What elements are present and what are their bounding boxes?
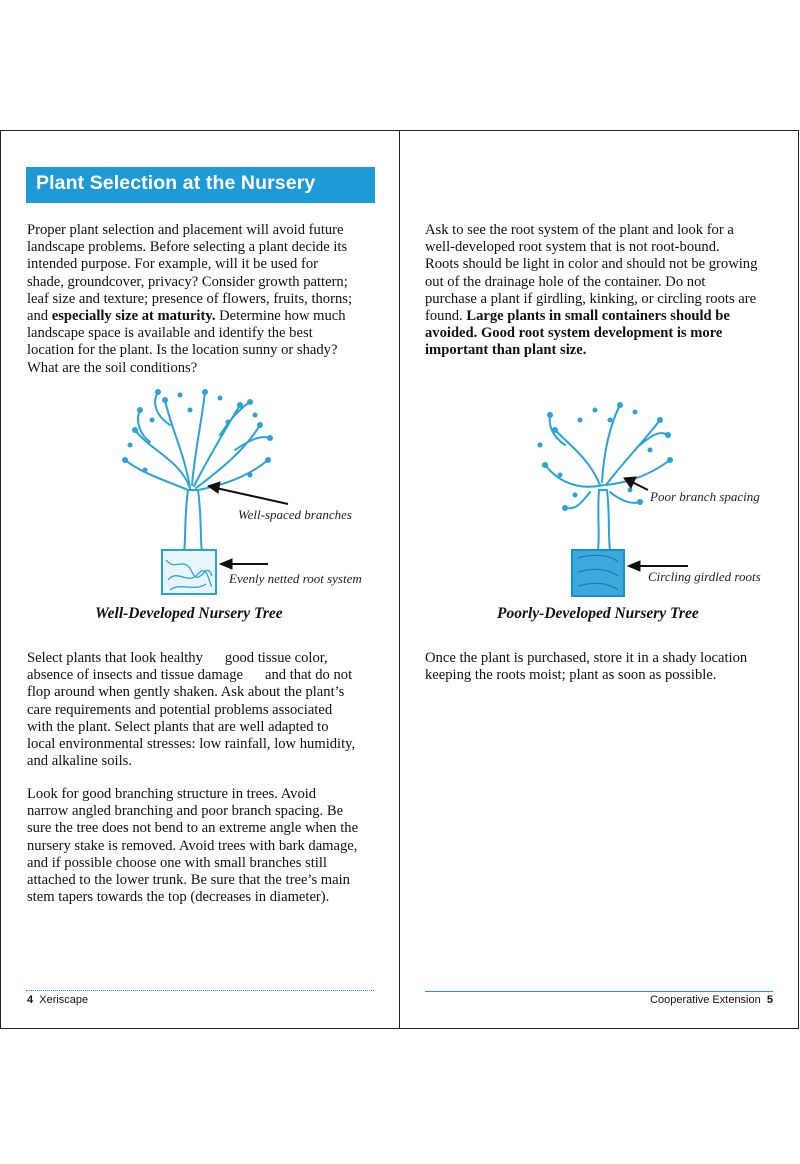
- text-line: narrow angled branching and poor branch spacing. Be: [27, 803, 344, 820]
- text-line: care requirements and potential problems associated: [27, 701, 333, 718]
- text-line: and alkaline soils.: [27, 753, 132, 770]
- text-line: Ask to see the root system of the plant and look for a: [425, 222, 734, 238]
- text-line: nursery stake is removed. Avoid trees with bark damage,: [27, 837, 358, 854]
- page-border-left: [0, 130, 1, 1028]
- storage-paragraph: [425, 650, 747, 684]
- text-line: [27, 667, 355, 684]
- text-line: flop around when gently shaken. Ask about the plant’s: [27, 684, 345, 701]
- text-line: well-developed root system that is not root-bound.: [425, 239, 720, 256]
- text-segment: good tissue color,: [224, 650, 328, 666]
- footer-rule-left: [26, 990, 374, 991]
- bold-text: Large plants in small containers should be: [466, 308, 730, 325]
- text-line: keeping the roots moist; plant as soon as possible.: [425, 667, 717, 684]
- text-line: Look for good branching structure in trees. Avoid: [27, 786, 317, 802]
- text-segment: and that do not: [265, 667, 353, 684]
- text-line: purchase a plant if girdling, kinking, or circling roots are: [425, 290, 757, 307]
- footer-right: [650, 994, 773, 1006]
- page-gutter: [399, 130, 400, 1028]
- text-after-bold: Determine how much: [215, 308, 346, 325]
- label-evenly-netted-roots: Evenly netted root system: [229, 571, 362, 586]
- page-number: 4: [27, 994, 34, 1006]
- text-line: attached to the lower trunk. Be sure that the tree’s main: [27, 872, 350, 889]
- footer-left: [27, 994, 88, 1006]
- text-line: out of the drainage hole of the container. Do not: [425, 273, 706, 290]
- pointer-arrows: [208, 482, 288, 569]
- healthy-plants-paragraph: [27, 650, 355, 770]
- label-poor-branch-spacing: Poor branch spacing: [650, 489, 760, 504]
- text-line: local environmental stresses: low rainfall, low humidity,: [27, 736, 356, 753]
- section-title: Plant Selection at the Nursery: [36, 172, 316, 194]
- text-line: [27, 650, 355, 667]
- label-well-spaced-branches: Well-spaced branches: [238, 507, 352, 522]
- text-line: Roots should be light in color and should not be growing: [425, 256, 758, 273]
- tree-trunk: [184, 490, 202, 552]
- root-system-paragraph: [425, 222, 757, 360]
- footer-rule-right: [425, 991, 773, 992]
- text-and: and: [27, 308, 49, 325]
- text-line: leaf size and texture; presence of flowers, fruits, thorns;: [27, 290, 352, 307]
- page-border-right: [798, 130, 799, 1028]
- figure-caption-well-developed: Well-Developed Nursery Tree: [95, 605, 283, 622]
- label-circling-girdled-roots: Circling girdled roots: [648, 569, 761, 584]
- tree-leaves: [122, 389, 273, 478]
- well-developed-tree-illustration: [110, 380, 390, 600]
- bold-text: especially size at maturity.: [51, 308, 216, 325]
- text-segment: Select plants that look healthy: [27, 650, 203, 666]
- branching-paragraph: [27, 786, 358, 906]
- text-line: intended purpose. For example, will it be used for: [27, 256, 318, 273]
- page-number: 5: [766, 994, 773, 1006]
- footer-title: Cooperative Extension: [650, 994, 761, 1006]
- intro-paragraph: [27, 222, 352, 377]
- text-line: shade, groundcover, privacy? Consider growth pattern;: [27, 273, 348, 290]
- text-segment: found.: [425, 308, 467, 325]
- text-line: stem tapers towards the top (decreases in diameter).: [27, 889, 330, 906]
- text-line: [27, 308, 352, 325]
- tree-trunk: [598, 490, 610, 550]
- text-segment: absence of insects and tissue damage: [27, 667, 243, 684]
- section-title-banner: [26, 167, 375, 203]
- text-line: What are the soil conditions?: [27, 359, 198, 376]
- text-line: landscape space is available and identify the best: [27, 325, 313, 342]
- figure-caption-poorly-developed: Poorly-Developed Nursery Tree: [497, 605, 699, 622]
- text-line: Proper plant selection and placement will avoid future: [27, 222, 344, 238]
- text-line: Once the plant is purchased, store it in a shady location: [425, 650, 748, 666]
- bold-text: avoided. Good root system development is more: [425, 325, 723, 342]
- bold-text: important than plant size.: [425, 342, 587, 359]
- text-line: landscape problems. Before selecting a plant decide its: [27, 239, 348, 256]
- text-line: sure the tree does not bend to an extreme angle when the: [27, 820, 359, 837]
- text-line: and if possible choose one with small branches still: [27, 854, 327, 871]
- text-line: with the plant. Select plants that are well adapted to: [27, 718, 329, 735]
- footer-title: Xeriscape: [39, 994, 89, 1006]
- text-line: location for the plant. Is the location sunny or shady?: [27, 342, 338, 359]
- text-line: [425, 308, 757, 325]
